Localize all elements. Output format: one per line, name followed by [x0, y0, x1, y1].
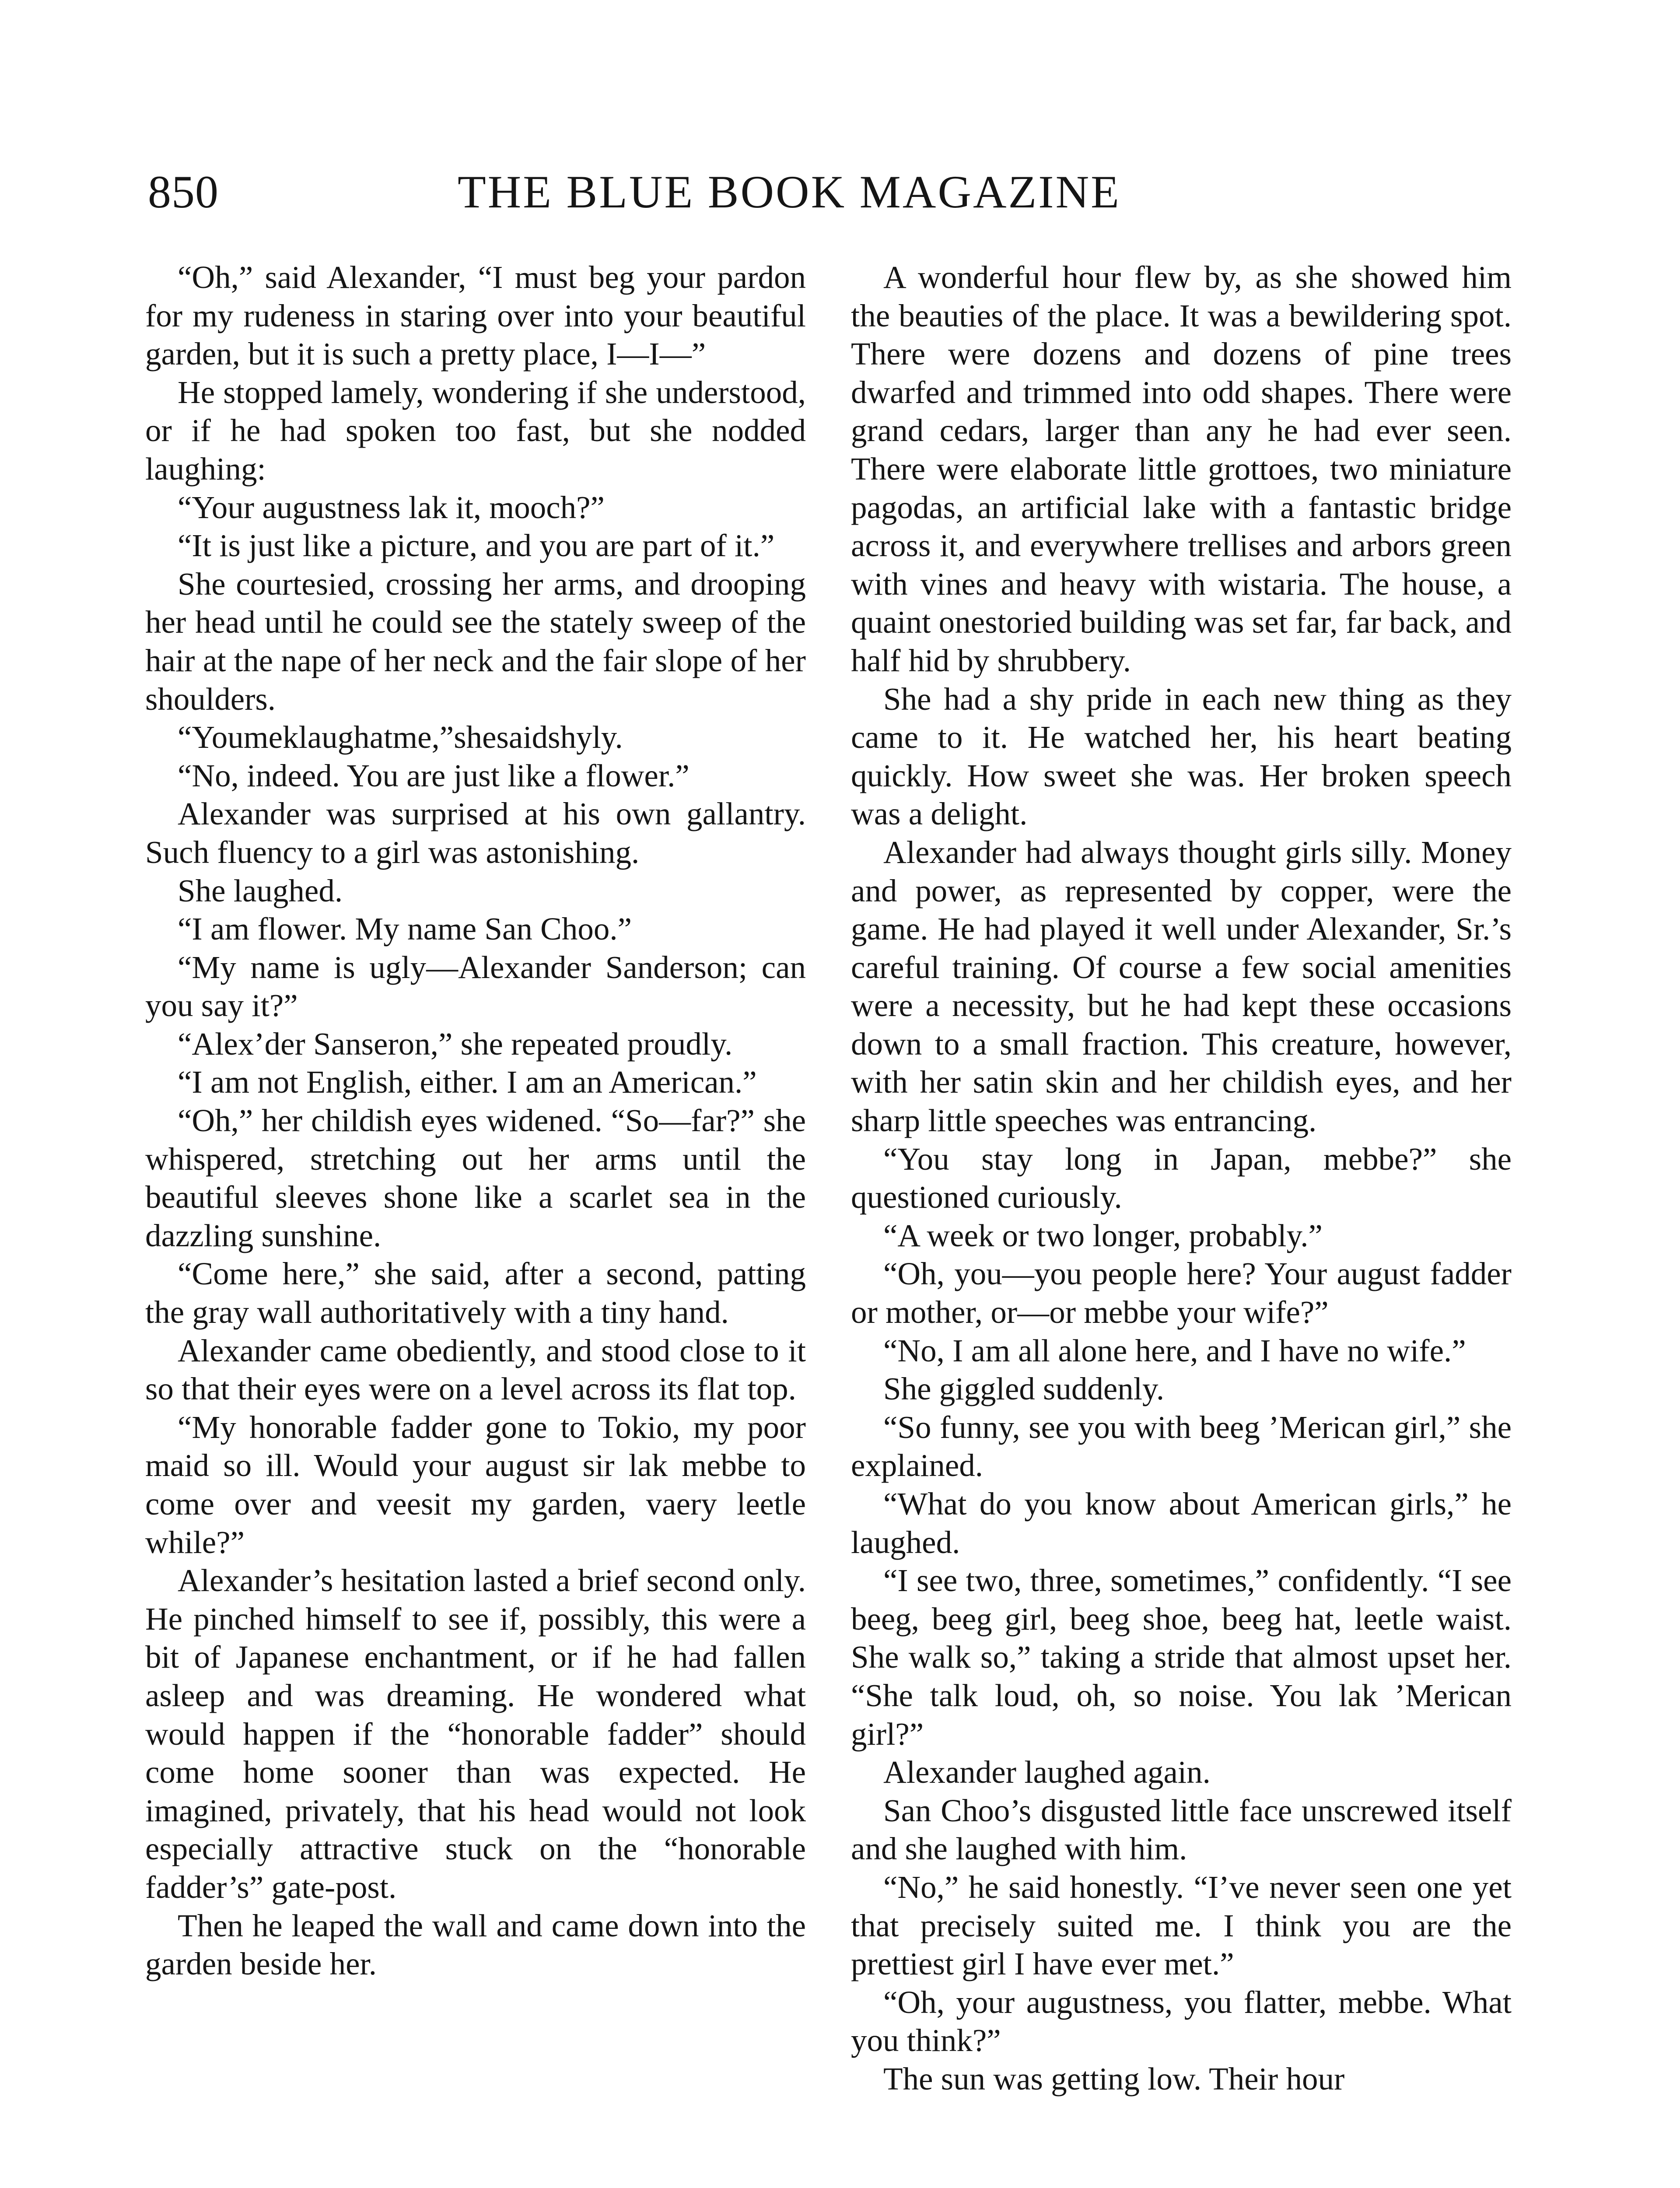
paragraph: “Alex’der Sanseron,” she repeated proudly.: [178, 1026, 733, 1062]
paragraph: “Youmeklaughatme,”shesaidshyly.: [178, 719, 623, 755]
paragraph: “A week or two longer, probably.”: [883, 1217, 1323, 1253]
paragraph: “I see two, three, sometimes,” confidently. “I see beeg, beeg girl, beeg shoe, beeg hat, leetle waist. She walk so,” taking a stride that almost upset her. “She talk loud, oh, so noise. You lak ’Merican girl?”: [851, 1563, 1512, 1752]
paragraph: “Oh,” said Alexander, “I must beg your pardon for my rudeness in staring over into your beautiful garden, but it is such a pretty place, I—I—”: [145, 259, 806, 372]
paragraph: “Oh,” her childish eyes widened. “So—far?” she whispered, stretching out her arms until the beautiful sleeves shone like a scarlet sea in the dazzling sunshine.: [145, 1103, 806, 1253]
left-column: [145, 258, 806, 1983]
paragraph: She courtesied, crossing her arms, and drooping her head until he could see the stately sweep of the hair at the nape of her neck and the fair slope of her shoulders.: [145, 566, 806, 717]
paragraph: “Oh, you—you people here? Your august fadder or mother, or—or mebbe your wife?”: [851, 1256, 1512, 1330]
paragraph: He stopped lamely, wondering if she understood, or if he had spoken too fast, but she nodded laughing:: [145, 374, 806, 487]
paragraph: Alexander’s hesitation lasted a brief second only. He pinched himself to see if, possibly, this were a bit of Japanese enchantment, or if he had fallen asleep and was dreaming. He wondered what would happen if the “honorable fadder” should come home sooner than was expected. He imagined, privately, that his head would not look especially attractive stuck on the “honorable fadder’s” gate-post.: [145, 1563, 806, 1905]
paragraph: Alexander was surprised at his own gallantry. Such fluency to a girl was astonishing.: [145, 796, 806, 870]
paragraph: “I am flower. My name San Choo.”: [178, 911, 632, 947]
running-title: THE BLUE BOOK MAGAZINE: [458, 166, 1121, 217]
paragraph: “I am not English, either. I am an American.”: [178, 1064, 757, 1100]
right-column: [851, 258, 1512, 2098]
paragraph: “No, I am all alone here, and I have no wife.”: [883, 1332, 1466, 1368]
paragraph: Then he leaped the wall and came down into the garden beside her.: [145, 1907, 806, 1982]
paragraph: She had a shy pride in each new thing as they came to it. He watched her, his heart beating quickly. How sweet she was. Her broken speech was a delight.: [851, 681, 1512, 832]
paragraph: “Come here,” she said, after a second, patting the gray wall authoritatively with a tiny hand.: [145, 1256, 806, 1330]
paragraph: “My honorable fadder gone to Tokio, my poor maid so ill. Would your august sir lak mebbe to come over and veesit my garden, vaery leetle while?”: [145, 1409, 806, 1560]
paragraph: She laughed.: [178, 873, 343, 908]
paragraph: Alexander came obediently, and stood close to it so that their eyes were on a level across its flat top.: [145, 1332, 806, 1407]
paragraph: A wonderful hour flew by, as she showed him the beauties of the place. It was a bewildering spot. There were dozens and dozens of pine trees dwarfed and trimmed into odd shapes. There were grand cedars, larger than any he had ever seen. There were elaborate little grottoes, two miniature pagodas, an artificial lake with a fantastic bridge across it, and everywhere trellises and arbors green with vines and heavy with wistaria. The house, a quaint onestoried building was set far, far back, and half hid by shrubbery.: [851, 259, 1512, 678]
paragraph: “No,” he said honestly. “I’ve never seen one yet that precisely suited me. I think you are the prettiest girl I have ever met.”: [851, 1869, 1512, 1982]
paragraph: “What do you know about American girls,” he laughed.: [851, 1486, 1512, 1560]
paragraph: San Choo’s disgusted little face unscrewed itself and she laughed with him.: [851, 1792, 1512, 1867]
paragraph: Alexander had always thought girls silly. Money and power, as represented by copper, were the game. He had played it well under Alexander, Sr.’s careful training. Of course a few social amenities were a necessity, but he had kept these occasions down to a small fraction. This creature, however, with her satin skin and her childish eyes, and her sharp little speeches was entrancing.: [851, 834, 1512, 1139]
paragraph: “It is just like a picture, and you are part of it.”: [178, 528, 775, 564]
paragraph: The sun was getting low. Their hour: [883, 2061, 1345, 2097]
paragraph: “Your augustness lak it, mooch?”: [178, 489, 605, 525]
paragraph: “Oh, your augustness, you flatter, mebbe. What you think?”: [851, 1984, 1512, 2058]
paragraph: “So funny, see you with beeg ’Merican girl,” she explained.: [851, 1409, 1512, 1483]
paragraph: “My name is ugly—Alexander Sanderson; can you say it?”: [145, 949, 806, 1024]
page-number: 850: [148, 166, 219, 217]
paragraph: “You stay long in Japan, mebbe?” she questioned curiously.: [851, 1141, 1512, 1215]
paragraph: She giggled suddenly.: [883, 1371, 1165, 1407]
paragraph: Alexander laughed again.: [883, 1754, 1211, 1790]
paragraph: “No, indeed. You are just like a flower.”: [178, 757, 690, 793]
